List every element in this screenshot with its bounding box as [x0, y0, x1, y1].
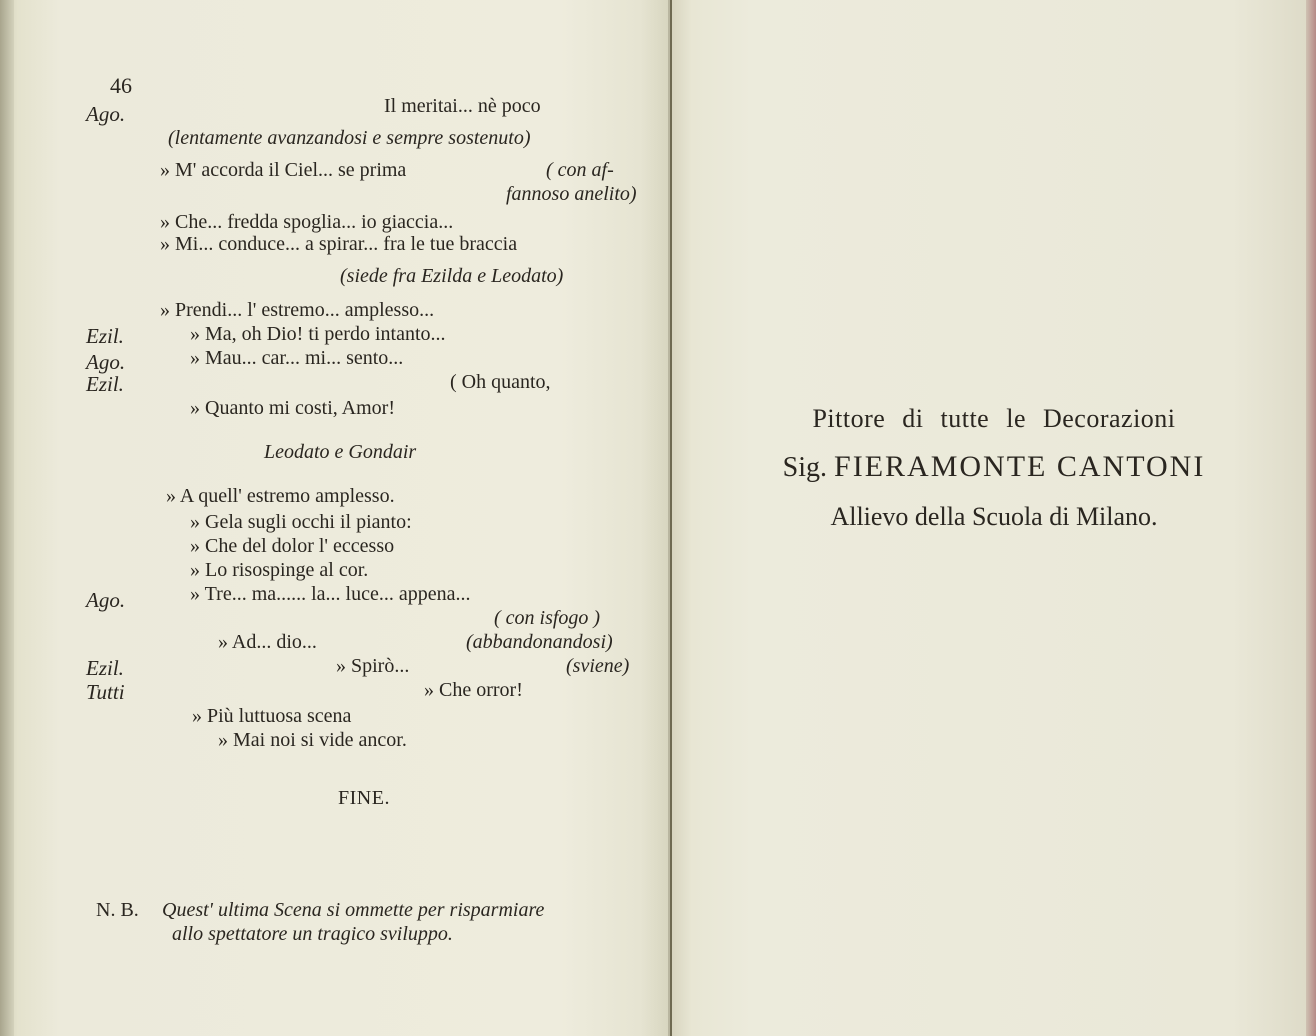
note-line-2: allo spettatore un tragico sviluppo. — [172, 923, 453, 945]
credit-prefix: Sig. — [782, 452, 828, 483]
verse-line: » Gela sugli occhi il pianto: — [190, 511, 412, 533]
verse-line: » A quell' estremo amplesso. — [166, 485, 395, 507]
verse-line: » Ma, oh Dio! ti perdo intanto... — [190, 323, 446, 345]
verse-line: » Quanto mi costi, Amor! — [190, 397, 395, 419]
verse-line: » Ad... dio... — [218, 631, 317, 653]
verse-line: » Più luttuosa scena — [192, 705, 352, 727]
speaker-label: Ago. — [86, 588, 126, 612]
verse-line: » Spirò... — [336, 655, 410, 677]
fine-label: FINE. — [338, 787, 390, 809]
speaker-label: Ago. — [86, 102, 126, 126]
verse-line: » Tre... ma...... la... luce... appena... — [190, 583, 471, 605]
speaker-label: Ezil. — [86, 656, 124, 680]
verse-line: Il meritai... nè poco — [384, 95, 541, 117]
verse-line: » Mi... conduce... a spirar... fra le tue braccia — [160, 233, 518, 255]
verse-line: » Prendi... l' estremo... amplesso... — [160, 299, 435, 321]
verse-line: » Che orror! — [424, 679, 523, 701]
page-number: 46 — [110, 73, 132, 98]
speaker-label: Ezil. — [86, 372, 124, 396]
speaker-label: Ago. — [86, 350, 126, 374]
speaker-label: Tutti — [86, 680, 125, 704]
stage-direction: (sviene) — [566, 655, 630, 677]
verse-line: » Che... fredda spoglia... io giaccia... — [160, 211, 454, 233]
verse-line: ( Oh quanto, — [450, 371, 551, 393]
note-label: N. B. — [96, 899, 139, 921]
stage-direction: (abbandonandosi) — [466, 631, 613, 653]
stage-direction: (lentamente avanzandosi e sempre sostenuto) — [168, 127, 531, 149]
stage-direction: Leodato e Gondair — [264, 441, 417, 463]
credit-role: Pittore di tutte le Decorazioni — [812, 404, 1176, 433]
verse-line: » M' accorda il Ciel... se prima — [160, 159, 407, 181]
credit-name: FIERAMONTE CANTONI — [834, 450, 1206, 483]
stage-direction: (siede fra Ezilda e Leodato) — [340, 265, 564, 287]
stage-direction: ( con isfogo ) — [494, 607, 601, 629]
verse-line: » Lo risospinge al cor. — [190, 559, 369, 581]
credit-name-line — [672, 450, 1316, 484]
verse-line: » Che del dolor l' eccesso — [190, 535, 395, 557]
stage-direction: fannoso anelito) — [506, 183, 637, 205]
note-line-1: Quest' ultima Scena si ommette per risparmiare — [162, 899, 545, 921]
verse-line: » Mai noi si vide ancor. — [218, 729, 407, 751]
verse-line: » Mau... car... mi... sento... — [190, 347, 404, 369]
speaker-label: Ezil. — [86, 324, 124, 348]
credit-school: Allievo della Scuola di Milano. — [830, 502, 1158, 531]
stage-direction: ( con af- — [546, 159, 614, 181]
right-page — [672, 0, 1316, 1036]
